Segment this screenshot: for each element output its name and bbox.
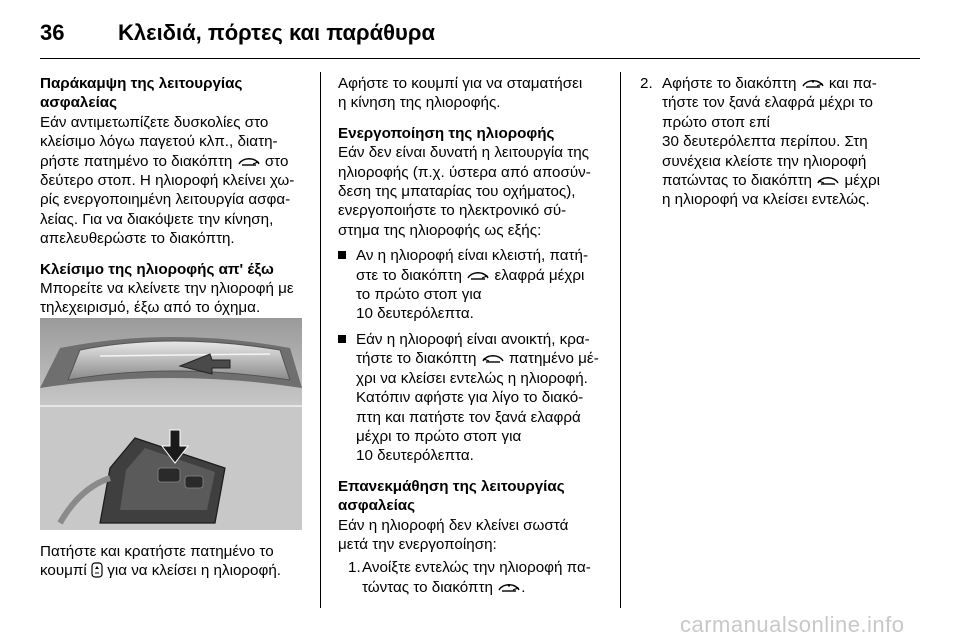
column-2 xyxy=(338,74,608,597)
intro-line: η κίνηση της ηλιοροφής. xyxy=(338,94,501,112)
bullet-part: στε το διακόπτη xyxy=(356,266,462,284)
step-part: μέχρι xyxy=(844,172,880,190)
step-line xyxy=(662,74,925,93)
step-line: τώντας το διακόπτη . xyxy=(362,578,526,596)
reset-heading-line-2: ασφαλείας xyxy=(338,497,416,515)
remote-heading: Κλείσιμο της ηλιοροφής απ' έξω xyxy=(40,260,274,278)
sunroof-switch-icon xyxy=(466,269,490,283)
reset-text-line: Εάν η ηλιοροφή δεν κλείνει σωστά xyxy=(338,516,569,534)
watermark: carmanualsonline.info xyxy=(680,612,905,637)
bullet-item xyxy=(338,330,608,466)
step-number: 1. xyxy=(348,559,361,577)
column-divider xyxy=(320,72,321,608)
step-part: και πα- xyxy=(828,75,877,92)
override-text-line: λείας. Για να διακόψετε την κίνηση, xyxy=(40,210,274,228)
sunroof-switch-icon xyxy=(816,174,840,188)
bullet-marker xyxy=(338,335,346,343)
remote-key-sunroof-illustration xyxy=(40,318,302,530)
bullet-line: Κατόπιν αφήστε για λίγο το διακό- xyxy=(356,389,584,407)
page-header xyxy=(0,0,960,62)
caption-line xyxy=(40,561,302,580)
step-line: 30 δευτερόλεπτα περίπου. Στη xyxy=(662,133,868,151)
reset-text-line: μετά την ενεργοποίηση: xyxy=(338,535,497,553)
step-line: η ηλιοροφή να κλείσει εντελώς. xyxy=(662,191,870,209)
bullet-line: 10 δευτερόλεπτα. xyxy=(356,447,474,465)
step-part: τώντας το διακόπτη xyxy=(362,578,493,596)
bullet-part: τήστε το διακόπτη xyxy=(356,350,477,368)
figure-caption xyxy=(40,542,302,581)
column-divider xyxy=(620,72,621,608)
bullet-part: πατημένο μέ- xyxy=(508,350,599,368)
header-rule xyxy=(40,58,920,59)
override-text-line: κλείσιμο λόγω παγετού κλπ., διατη- xyxy=(40,133,278,151)
activation-text-line: ηλιοροφής (π.χ. ύστερα από αποσύν- xyxy=(338,163,591,181)
bullet-part: ελαφρά μέχρι xyxy=(494,266,585,284)
page-title: Κλειδιά, πόρτες και παράθυρα xyxy=(118,20,435,45)
sunroof-switch-icon xyxy=(481,352,505,366)
activation-text-line: Εάν δεν είναι δυνατή η λειτουργία της xyxy=(338,144,589,162)
bullet-line: μέχρι το πρώτο στοπ για xyxy=(356,427,522,445)
bullet-line xyxy=(356,266,608,285)
step-line: συνέχεια κλείστε την ηλιοροφή xyxy=(662,152,867,170)
sunroof-switch-icon xyxy=(237,155,261,169)
step-item xyxy=(640,74,925,210)
override-text-line: ρίς ενεργοποιημένη λειτουργία ασφα- xyxy=(40,191,291,209)
remote-text-line: Μπορείτε να κλείνετε την ηλιοροφή με xyxy=(40,280,294,298)
bullet-line xyxy=(356,349,608,368)
step-number: 2. xyxy=(640,75,653,92)
bullet-marker xyxy=(338,251,346,259)
page-number: 36 xyxy=(40,20,65,45)
sunroof-open-switch-icon xyxy=(497,581,521,595)
bullet-item xyxy=(338,246,608,324)
override-text-line xyxy=(40,152,302,171)
caption-line: Πατήστε και κρατήστε πατημένο το xyxy=(40,543,274,560)
caption-part: κουμπί xyxy=(40,562,87,580)
activation-text-line: στημα της ηλιοροφής ως εξής: xyxy=(338,221,542,239)
intro-line: Αφήστε το κουμπί για να σταματήσει xyxy=(338,75,583,92)
column-3 xyxy=(640,74,925,210)
step-item xyxy=(338,558,608,597)
activation-heading: Ενεργοποίηση της ηλιοροφής xyxy=(338,124,555,142)
bullet-line: πτη και πατήστε τον ξανά ελαφρά xyxy=(356,408,581,426)
step-part: πατώντας το διακόπτη xyxy=(662,172,813,190)
override-heading-line-2: ασφαλείας xyxy=(40,94,118,112)
override-heading-line-1: Παράκαμψη της λειτουργίας xyxy=(40,75,243,92)
bullet-line: χρι να κλείσει εντελώς η ηλιοροφή. xyxy=(356,369,588,387)
bullet-line: 10 δευτερόλεπτα. xyxy=(356,305,474,323)
caption-part: για να κλείσει η ηλιοροφή. xyxy=(107,562,281,580)
column-1 xyxy=(40,74,302,318)
remote-text-line: τηλεχειρισμό, έξω από το όχημα. xyxy=(40,299,261,317)
bullet-line: Εάν η ηλιοροφή είναι ανοικτή, κρα- xyxy=(356,330,590,348)
step-line: τήστε τον ξανά ελαφρά μέχρι το xyxy=(662,94,873,112)
sunroof-tilt-switch-icon xyxy=(801,77,825,91)
override-text-part: στο xyxy=(264,152,289,170)
override-text-part: ρήστε πατημένο το διακόπτη xyxy=(40,152,233,170)
bullet-line: Αν η ηλιοροφή είναι κλειστή, πατή- xyxy=(356,247,589,265)
step-line: πρώτο στοπ επί xyxy=(662,113,770,131)
sunroof-close-button-icon xyxy=(91,562,103,578)
activation-text-line: ενεργοποιήστε το ηλεκτρονικό σύ- xyxy=(338,202,567,220)
override-text-line: Εάν αντιμετωπίζετε δυσκολίες στο xyxy=(40,113,269,131)
step-part: Αφήστε το διακόπτη xyxy=(662,75,797,92)
override-text-line: δεύτερο στοπ. Η ηλιοροφή κλείνει χω- xyxy=(40,172,295,190)
step-line: Ανοίξτε εντελώς την ηλιοροφή πα- xyxy=(362,559,591,577)
activation-text-line: δεση της μπαταρίας του οχήματος), xyxy=(338,183,576,201)
bullet-line: το πρώτο στοπ για xyxy=(356,286,482,304)
step-line xyxy=(662,171,925,190)
override-text-line: απελευθερώστε το διακόπτη. xyxy=(40,230,235,248)
reset-heading-line-1: Επανεκμάθηση της λειτουργίας xyxy=(338,477,565,495)
